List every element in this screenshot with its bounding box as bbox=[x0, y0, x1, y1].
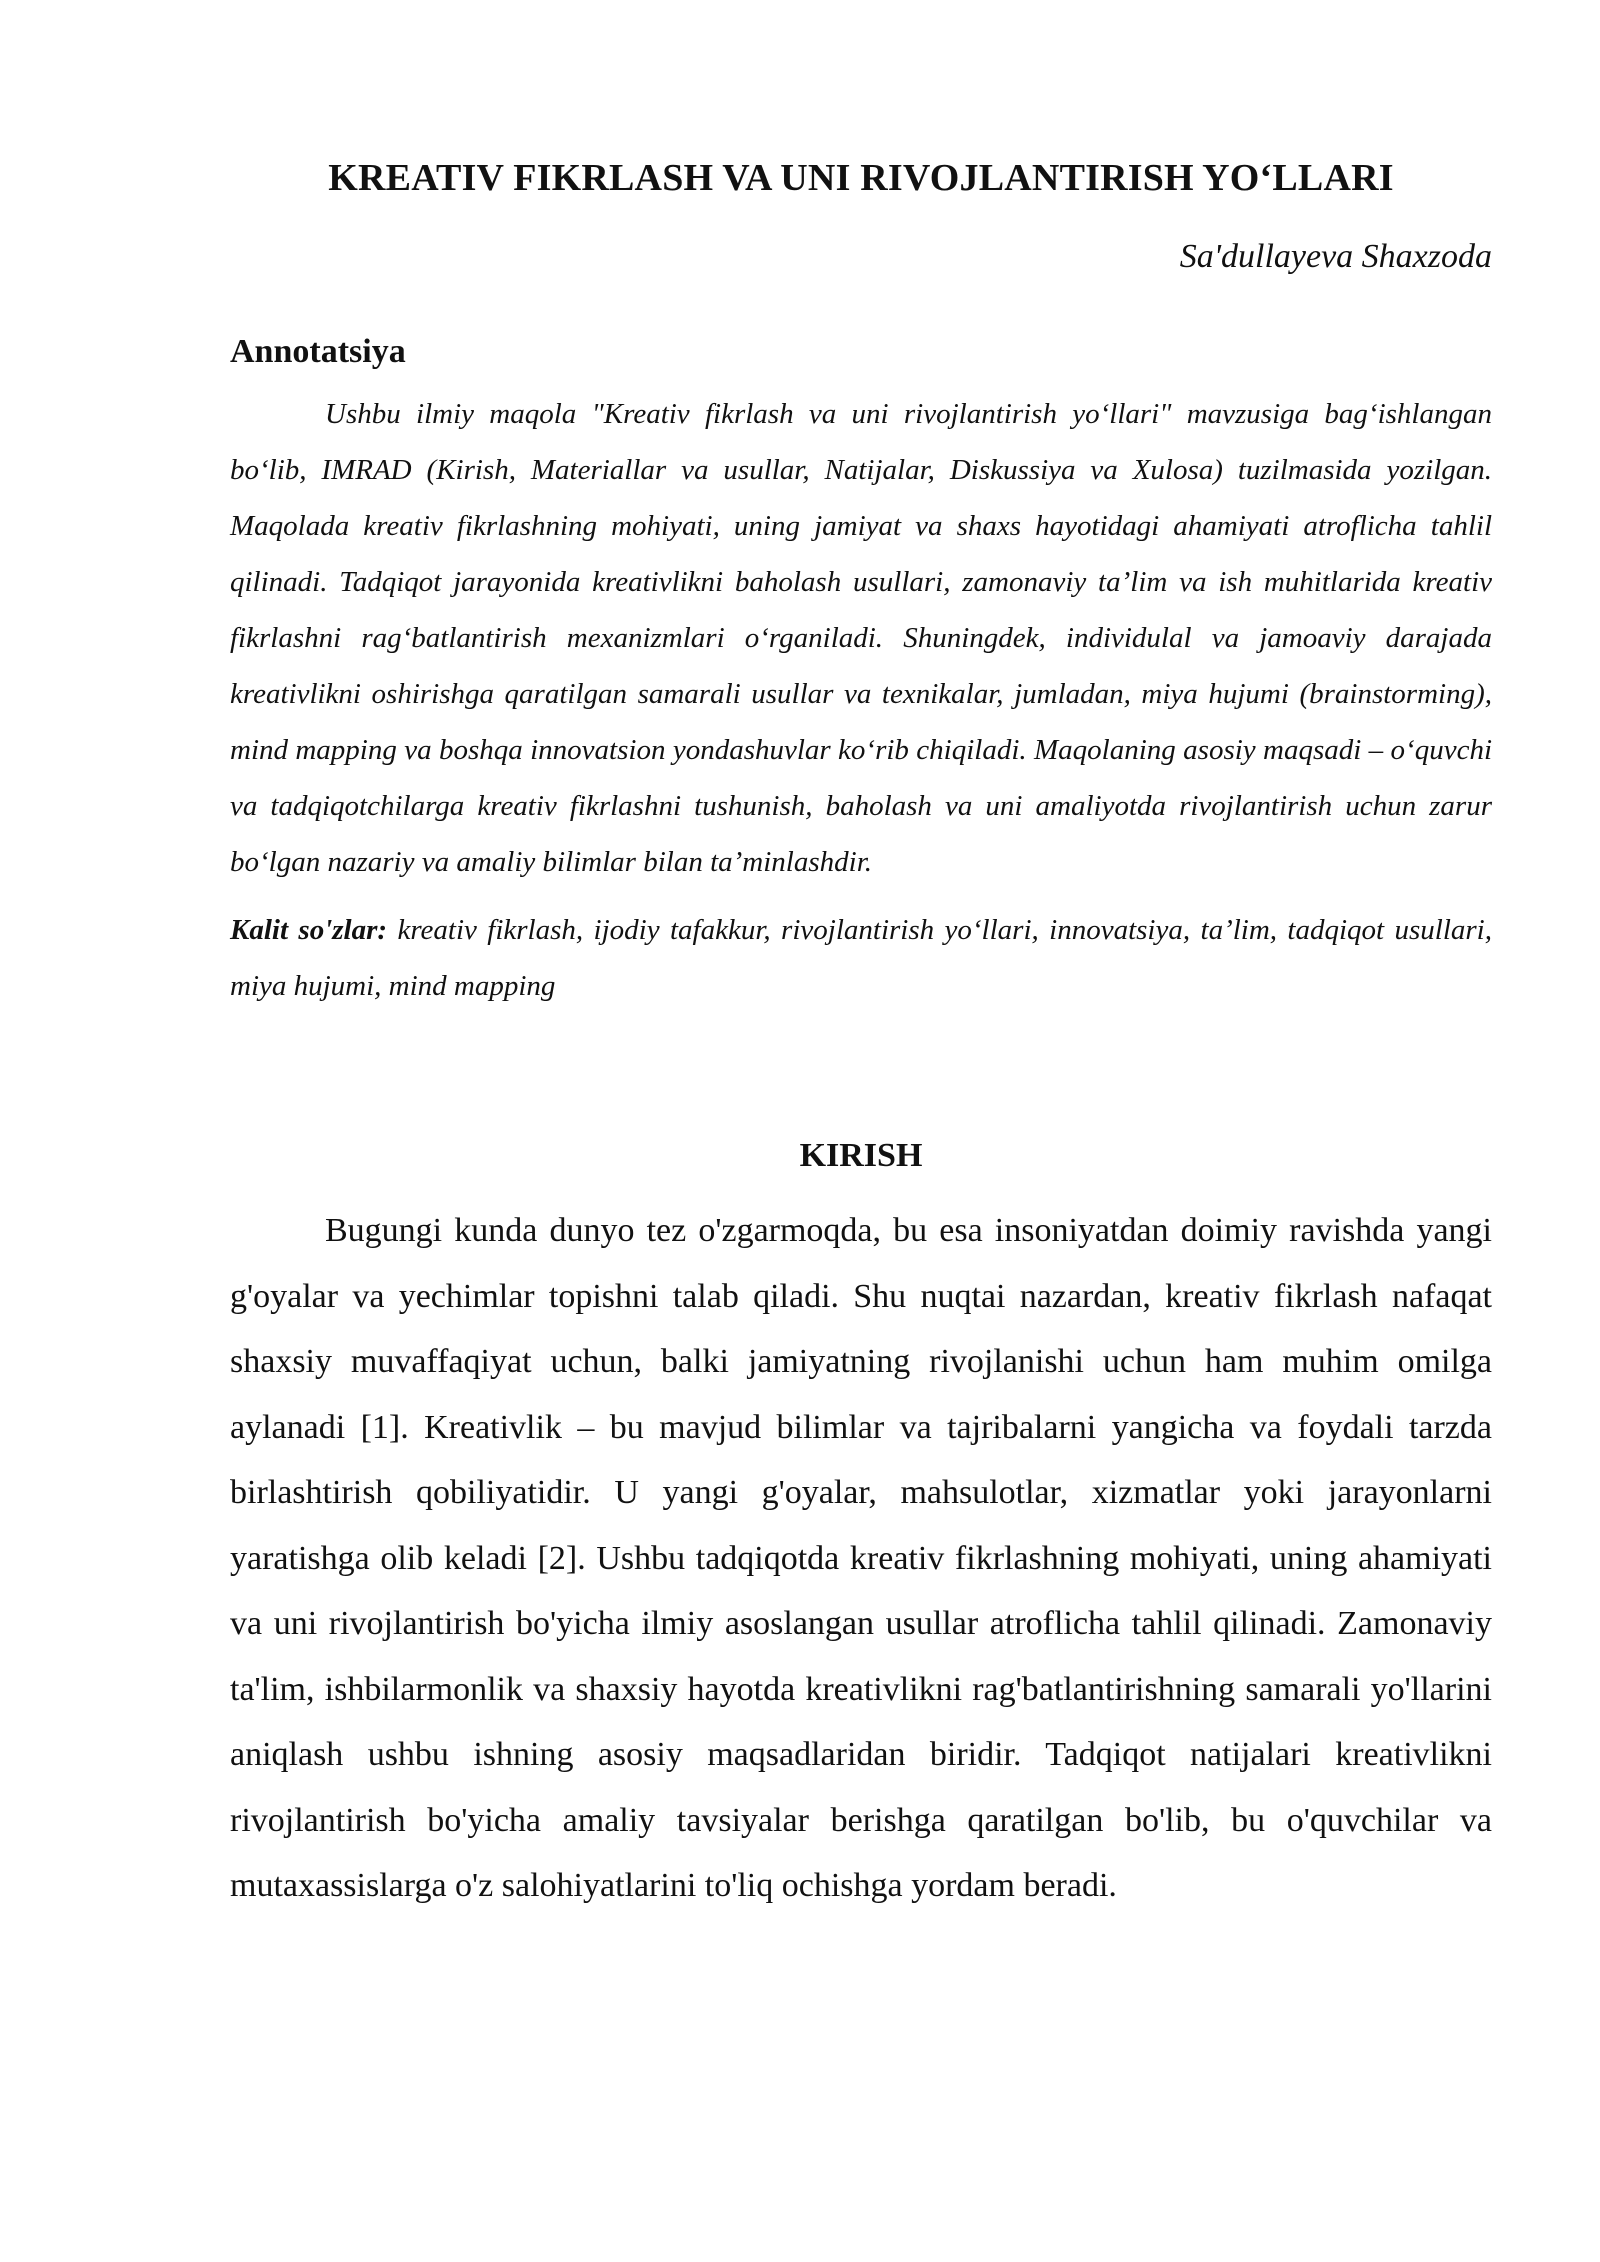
intro-paragraph: Bugungi kunda dunyo tez o'zgarmoqda, bu esa insoniyatdan doimiy ravishda yangi g'oyalar va yechimlar topishni talab qiladi. Shu nuqtai nazardan, kreativ fikrlash nafaqat shaxsiy muvaffaqiyat uchun, balki jamiyatning rivojlanishi uchun ham muhim omilga aylanadi [1]. Kreativlik – bu mavjud bilimlar va tajribalarni yangicha va foydali tarzda birlashtirish qobiliyatidir. U yangi g'oyalar, mahsulotlar, xizmatlar yoki jarayonlarni yaratishga olib keladi [2]. Ushbu tadqiqotda kreativ fikrlashning mohiyati, uning ahamiyati va uni rivojlantirish bo'yicha ilmiy asoslangan usullar atroflicha tahlil qilinadi. Zamonaviy ta'lim, ishbilarmonlik va shaxsiy hayotda kreativlikni rag'batlantirishning samarali yo'llarini aniqlash ushbu ishning asosiy maqsadlaridan biridir. Tadqiqot natijalari kreativlikni rivojlantirish bo'yicha amaliy tavsiyalar berishga qaratilgan bo'lib, bu o'quvchilar va mutaxassislarga o'z salohiyatlarini to'liq ochishga yordam beradi. bbox=[230, 1212, 1492, 1904]
page-content bbox=[230, 148, 1492, 1919]
abstract-heading: Annotatsiya bbox=[230, 333, 406, 370]
author-name: Sa'dullayeva Shaxzoda bbox=[1179, 238, 1492, 275]
intro-heading: KIRISH bbox=[799, 1137, 923, 1174]
article-title: KREATIV FIKRLASH VA UNI RIVOJLANTIRISH YO‘LLARI bbox=[328, 157, 1394, 199]
abstract-paragraph: Ushbu ilmiy maqola "Kreativ fikrlash va uni rivojlantirish yo‘llari" mavzusiga bag‘ishlangan bo‘lib, IMRAD (Kirish, Materiallar va usullar, Natijalar, Diskussiya va Xulosa) tuzilmasida yozilgan. Maqolada kreativ fikrlashning mohiyati, uning jamiyat va shaxs hayotidagi ahamiyati atroflicha tahlil qilinadi. Tadqiqot jarayonida kreativlikni baholash usullari, zamonaviy ta’lim va ish muhitlarida kreativ fikrlashni rag‘batlantirish mexanizmlari o‘rganiladi. Shuningdek, individulal va jamoaviy darajada kreativlikni oshirishga qaratilgan samarali usullar va texnikalar, jumladan, miya hujumi (brainstorming), mind mapping va boshqa innovatsion yondashuvlar ko‘rib chiqiladi. Maqolaning asosiy maqsadi – o‘quvchi va tadqiqotchilarga kreativ fikrlashni tushunish, baholash va uni amaliyotda rivojlantirish uchun zarur bo‘lgan nazariy va amaliy bilimlar bilan ta’minlashdir. bbox=[230, 398, 1492, 878]
keywords-paragraph bbox=[230, 902, 1492, 1014]
keywords-label: Kalit so'zlar: bbox=[230, 914, 388, 946]
keywords-text: kreativ fikrlash, ijodiy tafakkur, rivojlantirish yo‘llari, innovatsiya, ta’lim, tadqiqot usullari, miya hujumi, mind mapping bbox=[230, 914, 1492, 1002]
